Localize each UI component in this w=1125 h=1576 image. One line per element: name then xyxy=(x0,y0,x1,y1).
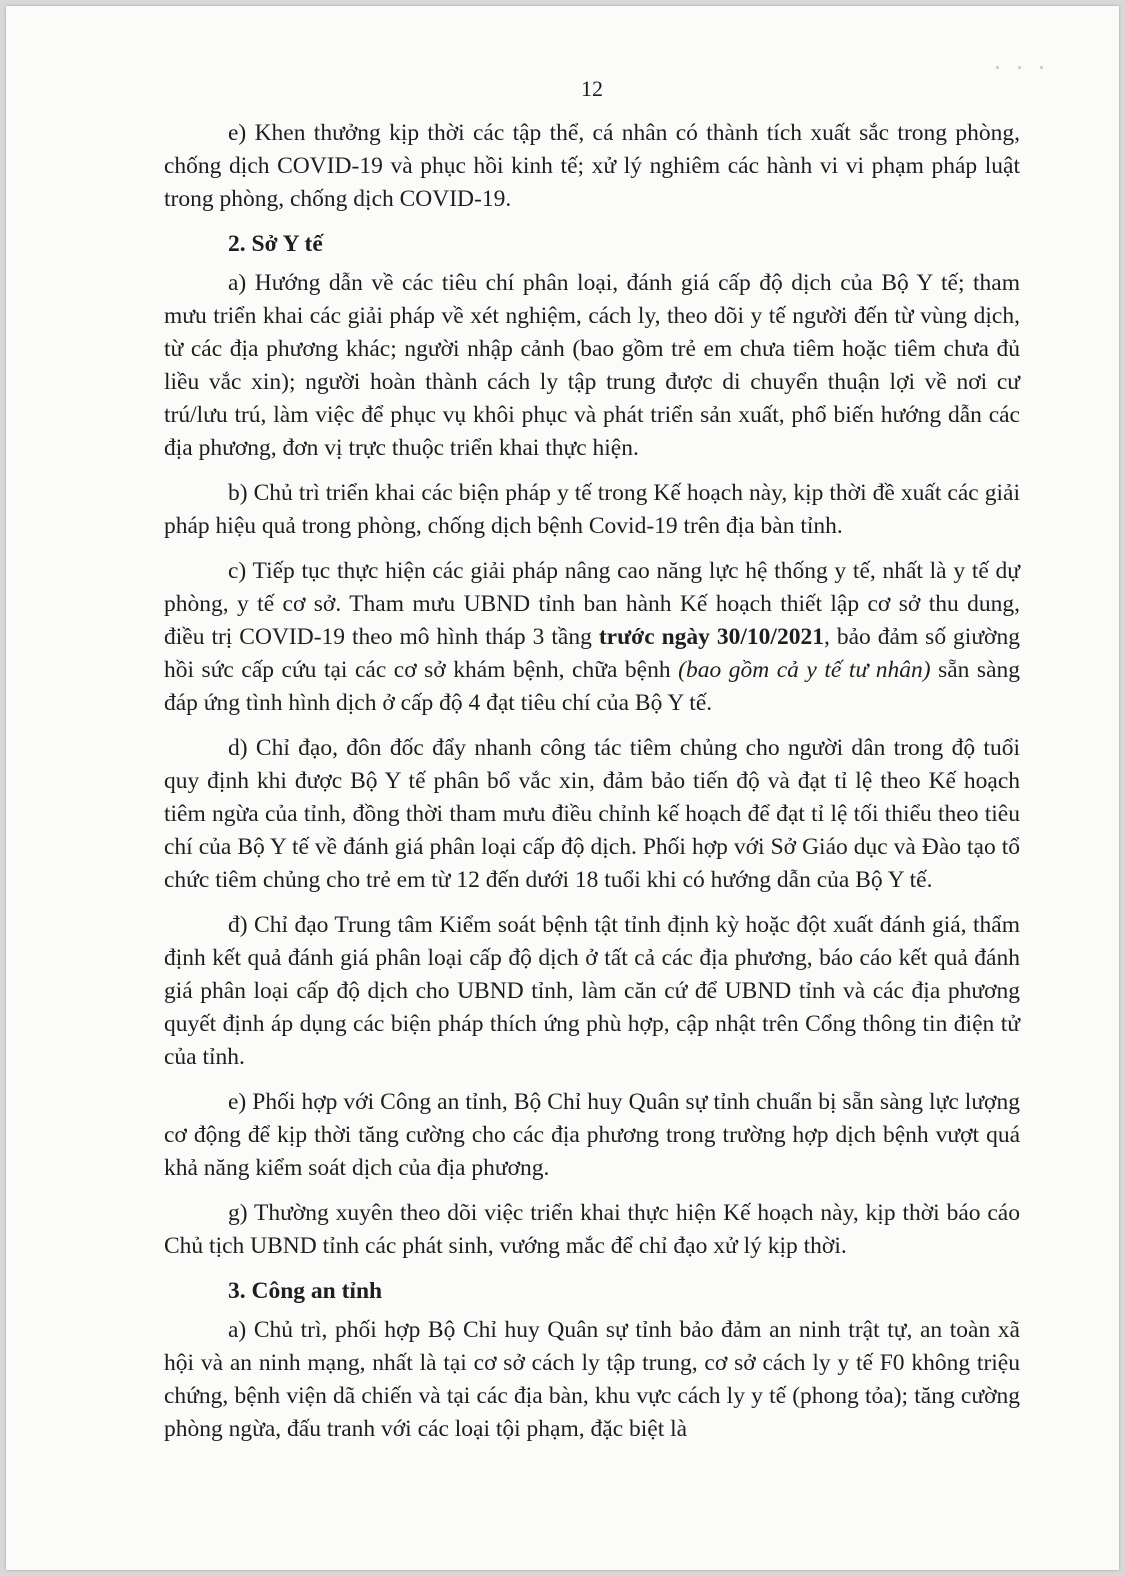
text-run: sẵn sàng đáp ứng tình hình dịch ở cấp độ 4 đạt tiêu chí của Bộ Y tế. xyxy=(164,657,1021,716)
paragraph-health-c xyxy=(164,555,1020,720)
text-run: , bảo đảm số giường hồi sức cấp cứu tại các cơ sở khám bệnh, chữa bệnh xyxy=(164,624,1020,683)
document-page xyxy=(6,6,1119,1570)
italic-note: (bao gồm cả y tế tư nhân) xyxy=(678,657,931,683)
document-body xyxy=(164,72,1020,1450)
paragraph-e-reward: e) Khen thưởng kịp thời các tập thể, cá nhân có thành tích xuất sắc trong phòng, chống dịch COVID-19 và phục hồi kinh tế; xử lý nghiêm các hành vi vi phạm pháp luật trong phòng, chống dịch COVID-19. xyxy=(164,120,1020,212)
section-heading-health-department: 2. Sở Y tế xyxy=(228,231,323,257)
scan-speck xyxy=(1018,66,1021,69)
paragraph-police-a: a) Chủ trì, phối hợp Bộ Chỉ huy Quân sự tỉnh bảo đảm an ninh trật tự, an toàn xã hội và an ninh mạng, nhất là tại cơ sở cách ly tập trung, cơ sở cách ly y tế F0 không triệu chứng, bệnh viện dã chiến và tại các địa bàn, khu vực cách ly y tế (phong tỏa); tăng cường phòng ngừa, đấu tranh với các loại tội phạm, đặc biệt là xyxy=(164,1317,1020,1442)
paragraph-health-a: a) Hướng dẫn về các tiêu chí phân loại, đánh giá cấp độ dịch của Bộ Y tế; tham mưu triển khai các giải pháp về xét nghiệm, cách ly, theo dõi y tế người đến từ vùng dịch, từ các địa phương khác; người nhập cảnh (bao gồm trẻ em chưa tiêm hoặc tiêm chưa đủ liều vắc xin); người hoàn thành cách ly tập trung được di chuyển thuận lợi về nơi cư trú/lưu trú, làm việc để phục vụ khôi phục và phát triển sản xuất, phổ biến hướng dẫn các địa phương, đơn vị trực thuộc triển khai thực hiện. xyxy=(164,270,1020,461)
scan-speck xyxy=(1040,66,1043,69)
paragraph-health-e: e) Phối hợp với Công an tỉnh, Bộ Chỉ huy Quân sự tỉnh chuẩn bị sẵn sàng lực lượng cơ động để kịp thời tăng cường cho các địa phương trong trường hợp dịch bệnh vượt quá khả năng kiểm soát dịch của địa phương. xyxy=(164,1089,1020,1181)
page-number: 12 xyxy=(581,76,603,101)
bold-deadline: trước ngày 30/10/2021 xyxy=(598,624,824,650)
paragraph-health-b: b) Chủ trì triển khai các biện pháp y tế trong Kế hoạch này, kịp thời đề xuất các giải pháp hiệu quả trong phòng, chống dịch bệnh Covid-19 trên địa bàn tỉnh. xyxy=(164,480,1020,539)
text-run: c) Tiếp tục thực hiện các giải pháp nâng cao năng lực hệ thống y tế, nhất là y tế dự phòng, y tế cơ sở. Tham mưu UBND tỉnh ban hành Kế hoạch thiết lập cơ sở thu dung, điều trị COVID-19 theo mô hình tháp 3 tầng xyxy=(164,558,1020,650)
section-heading-provincial-police: 3. Công an tỉnh xyxy=(228,1278,383,1304)
paragraph-health-d: d) Chỉ đạo, đôn đốc đẩy nhanh công tác tiêm chủng cho người dân trong độ tuổi quy định khi được Bộ Y tế phân bổ vắc xin, đảm bảo tiến độ và đạt tỉ lệ theo Kế hoạch tiêm ngừa của tỉnh, đồng thời tham mưu điều chỉnh kế hoạch để đạt tỉ lệ tối thiểu theo tiêu chí của Bộ Y tế về đánh giá phân loại cấp độ dịch. Phối hợp với Sở Giáo dục và Đào tạo tổ chức tiêm chủng cho trẻ em từ 12 đến dưới 18 tuổi khi có hướng dẫn của Bộ Y tế. xyxy=(164,735,1020,893)
paragraph-health-g: g) Thường xuyên theo dõi việc triển khai thực hiện Kế hoạch này, kịp thời báo cáo Chủ tịch UBND tỉnh các phát sinh, vướng mắc để chỉ đạo xử lý kịp thời. xyxy=(164,1200,1020,1259)
scan-speck xyxy=(996,66,999,69)
paragraph-health-dd: đ) Chỉ đạo Trung tâm Kiểm soát bệnh tật tỉnh định kỳ hoặc đột xuất đánh giá, thẩm định kết quả đánh giá phân loại cấp độ dịch ở tất cả các địa phương, báo cáo kết quả đánh giá phân loại cấp độ dịch cho UBND tỉnh, làm căn cứ để UBND tỉnh và các địa phương quyết định áp dụng các biện pháp thích ứng phù hợp, cập nhật trên Cổng thông tin điện tử của tỉnh. xyxy=(164,912,1020,1070)
